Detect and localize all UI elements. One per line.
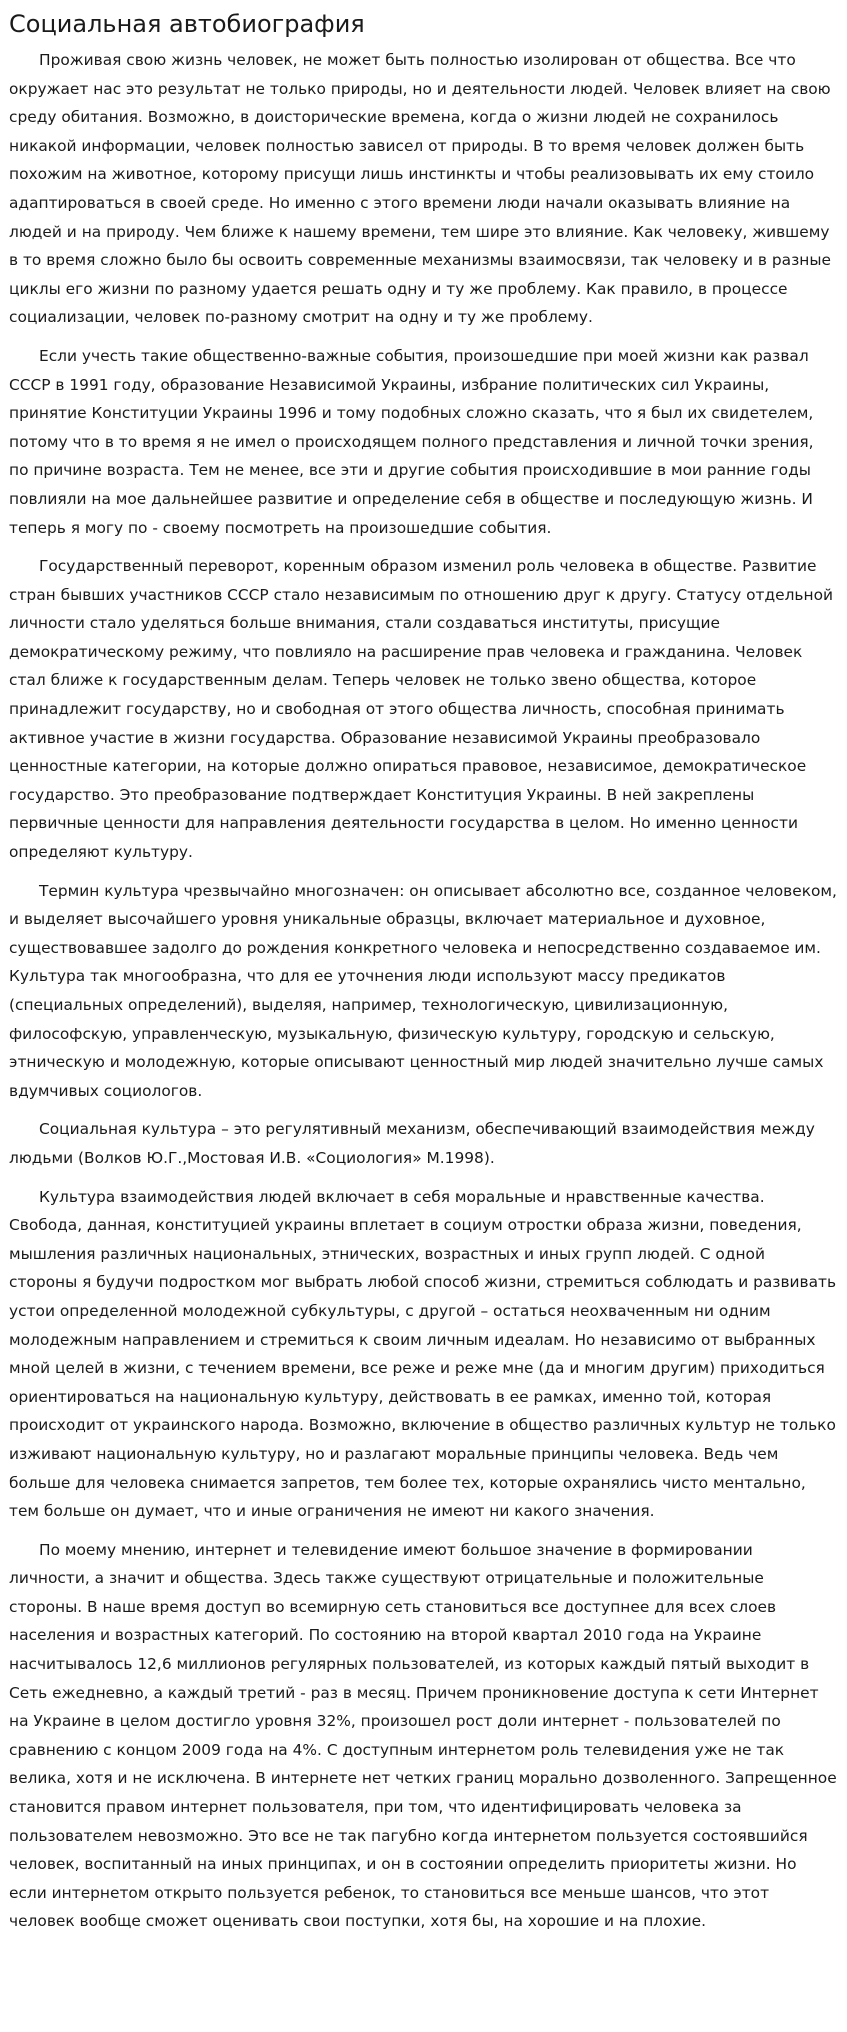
paragraph-1: Проживая свою жизнь человек, не может быть полностью изолирован от общества. Все что окружает нас это результат не только природы, но и деятельности людей. Человек влияет на свою среду обитания. Возможно, в доисторические времена, когда о жизни людей не сохранилось никакой информации, человек полностью зависел от природы. В то время человек должен быть похожим на животное, которому присущи лишь инстинкты и чтобы реализовывать их ему стоило адаптироваться в своей среде. Но именно с этого времени люди начали оказывать влияние на людей и на природу. Чем ближе к нашему времени, тем шире это влияние. Как человеку, жившему в то время сложно было бы освоить современные механизмы взаимосвязи, так человеку и в разные циклы его жизни по разному удается решать одну и ту же проблему. Как правило, в процессе социализации, человек по-разному смотрит на одну и ту же проблему. [9,51,831,327]
paragraph-2: Если учесть такие общественно-важные события, произошедшие при моей жизни как развал СССР в 1991 году, образование Независимой Украины, избрание политических сил Украины, принятие Конституции Украины 1996 и тому подобных сложно сказать, что я был их свидетелем, потому что в то время я не имел о происходящем полного представления и личной точки зрения, по причине возраста. Тем не менее, все эти и другие события происходившие в мои ранние годы повлияли на мое дальнейшее развитие и определение себя в обществе и последующую жизнь. И теперь я могу по - своему посмотреть на произошедшие события. [9,346,814,537]
paragraph-6: Культура взаимодействия людей включает в себя моральные и нравственные качества. Свобода, данная, конституцией украины вплетает в социум отростки образа жизни, поведения, мышления различных национальных, этнических, возрастных и иных групп людей. С одной стороны я будучи подростком мог выбрать любой способ жизни, стремиться соблюдать и развивать устои определенной молодежной субкультуры, с другой – остаться неохваченным ни одним молодежным направлением и стремиться к своим личным идеалам. Но независимо от выбранных мной целей в жизни, с течением времени, все реже и реже мне (да и многим другим) приходиться ориентироваться на национальную культуру, действовать в ее рамках, именно той, которая происходит от украинского народа. Возможно, включение в общество различных культур не только изживают национальную культуру, но и разлагают моральные принципы человека. Ведь чем больше для человека снимается запретов, тем более тех, которые охранялись чисто ментально, тем больше он думает, что и иные ограничения не имеют ни какого значения. [9,1187,837,1521]
paragraph-5: Социальная культура – это регулятивный механизм, обеспечивающий взаимодействия между людьми (Волков Ю.Г.,Мостовая И.В. «Социология» М.1998). [9,1120,815,1167]
paragraph-7: По моему мнению, интернет и телевидение имеют большое значение в формировании личности, а значит и общества. Здесь также существуют отрицательные и положительные стороны. В наше время доступ во всемирную сеть становиться все доступнее для всех слоев населения и возрастных категорий. По состоянию на второй квартал 2010 года на Украине насчитывалось 12,6 миллионов регулярных пользователей, из которых каждый пятый выходит в Сеть ежедневно, а каждый третий - раз в месяц. Причем проникновение доступа к сети Интернет на Украине в целом достигло уровня 32%, произошел рост доли интернет - пользователей по сравнению с концом 2009 года на 4%. С доступным интернетом роль телевидения уже не так велика, хотя и не исключена. В интернете нет четких границ морально дозволенного. Запрещенное становится правом интернет пользователя, при том, что идентифицировать человека за пользователем невозможно. Это все не так пагубно когда интернетом пользуется состоявшийся человек, воспитанный на иных принципах, и он в состоянии определить приоритеты жизни. Но если интернетом открыто пользуется ребенок, то становиться все меньше шансов, что этот человек вообще сможет оценивать свои поступки, хотя бы, на хорошие и на плохие. [9,1540,837,1931]
document-title: Социальная автобиография [9,10,365,38]
paragraph-3: Государственный переворот, коренным образом изменил роль человека в обществе. Развитие стран бывших участников СССР стало независимым по отношению друг к другу. Статусу отдельной личности стало уделяться больше внимания, стали создаваться институты, присущие демократическому режиму, что повлияло на расширение прав человека и гражданина. Человек стал ближе к государственным делам. Теперь человек не только звено общества, которое принадлежит государству, но и свободная от этого общества личность, способная принимать активное участие в жизни государства. Образование независимой Украины преобразовало ценностные категории, на которые должно опираться правовое, независимое, демократическое государство. Это преобразование подтверждает Конституция Украины. В ней закреплены первичные ценности для направления деятельности государства в целом. Но именно ценности определяют культуру. [9,557,833,862]
paragraph-4: Термин культура чрезвычайно многозначен: он описывает абсолютно все, созданное человеком, и выделяет высочайшего уровня уникальные образцы, включает материальное и духовное, существовавшее задолго до рождения конкретного человека и непосредственно создаваемое им. Культура так многообразна, что для ее уточнения люди используют массу предикатов (специальных определений), выделяя, например, технологическую, цивилизационную, философскую, управленческую, музыкальную, физическую культуру, городскую и сельскую, этническую и молодежную, которые описывают ценностный мир людей значительно лучше самых вдумчивых социологов. [9,881,837,1100]
